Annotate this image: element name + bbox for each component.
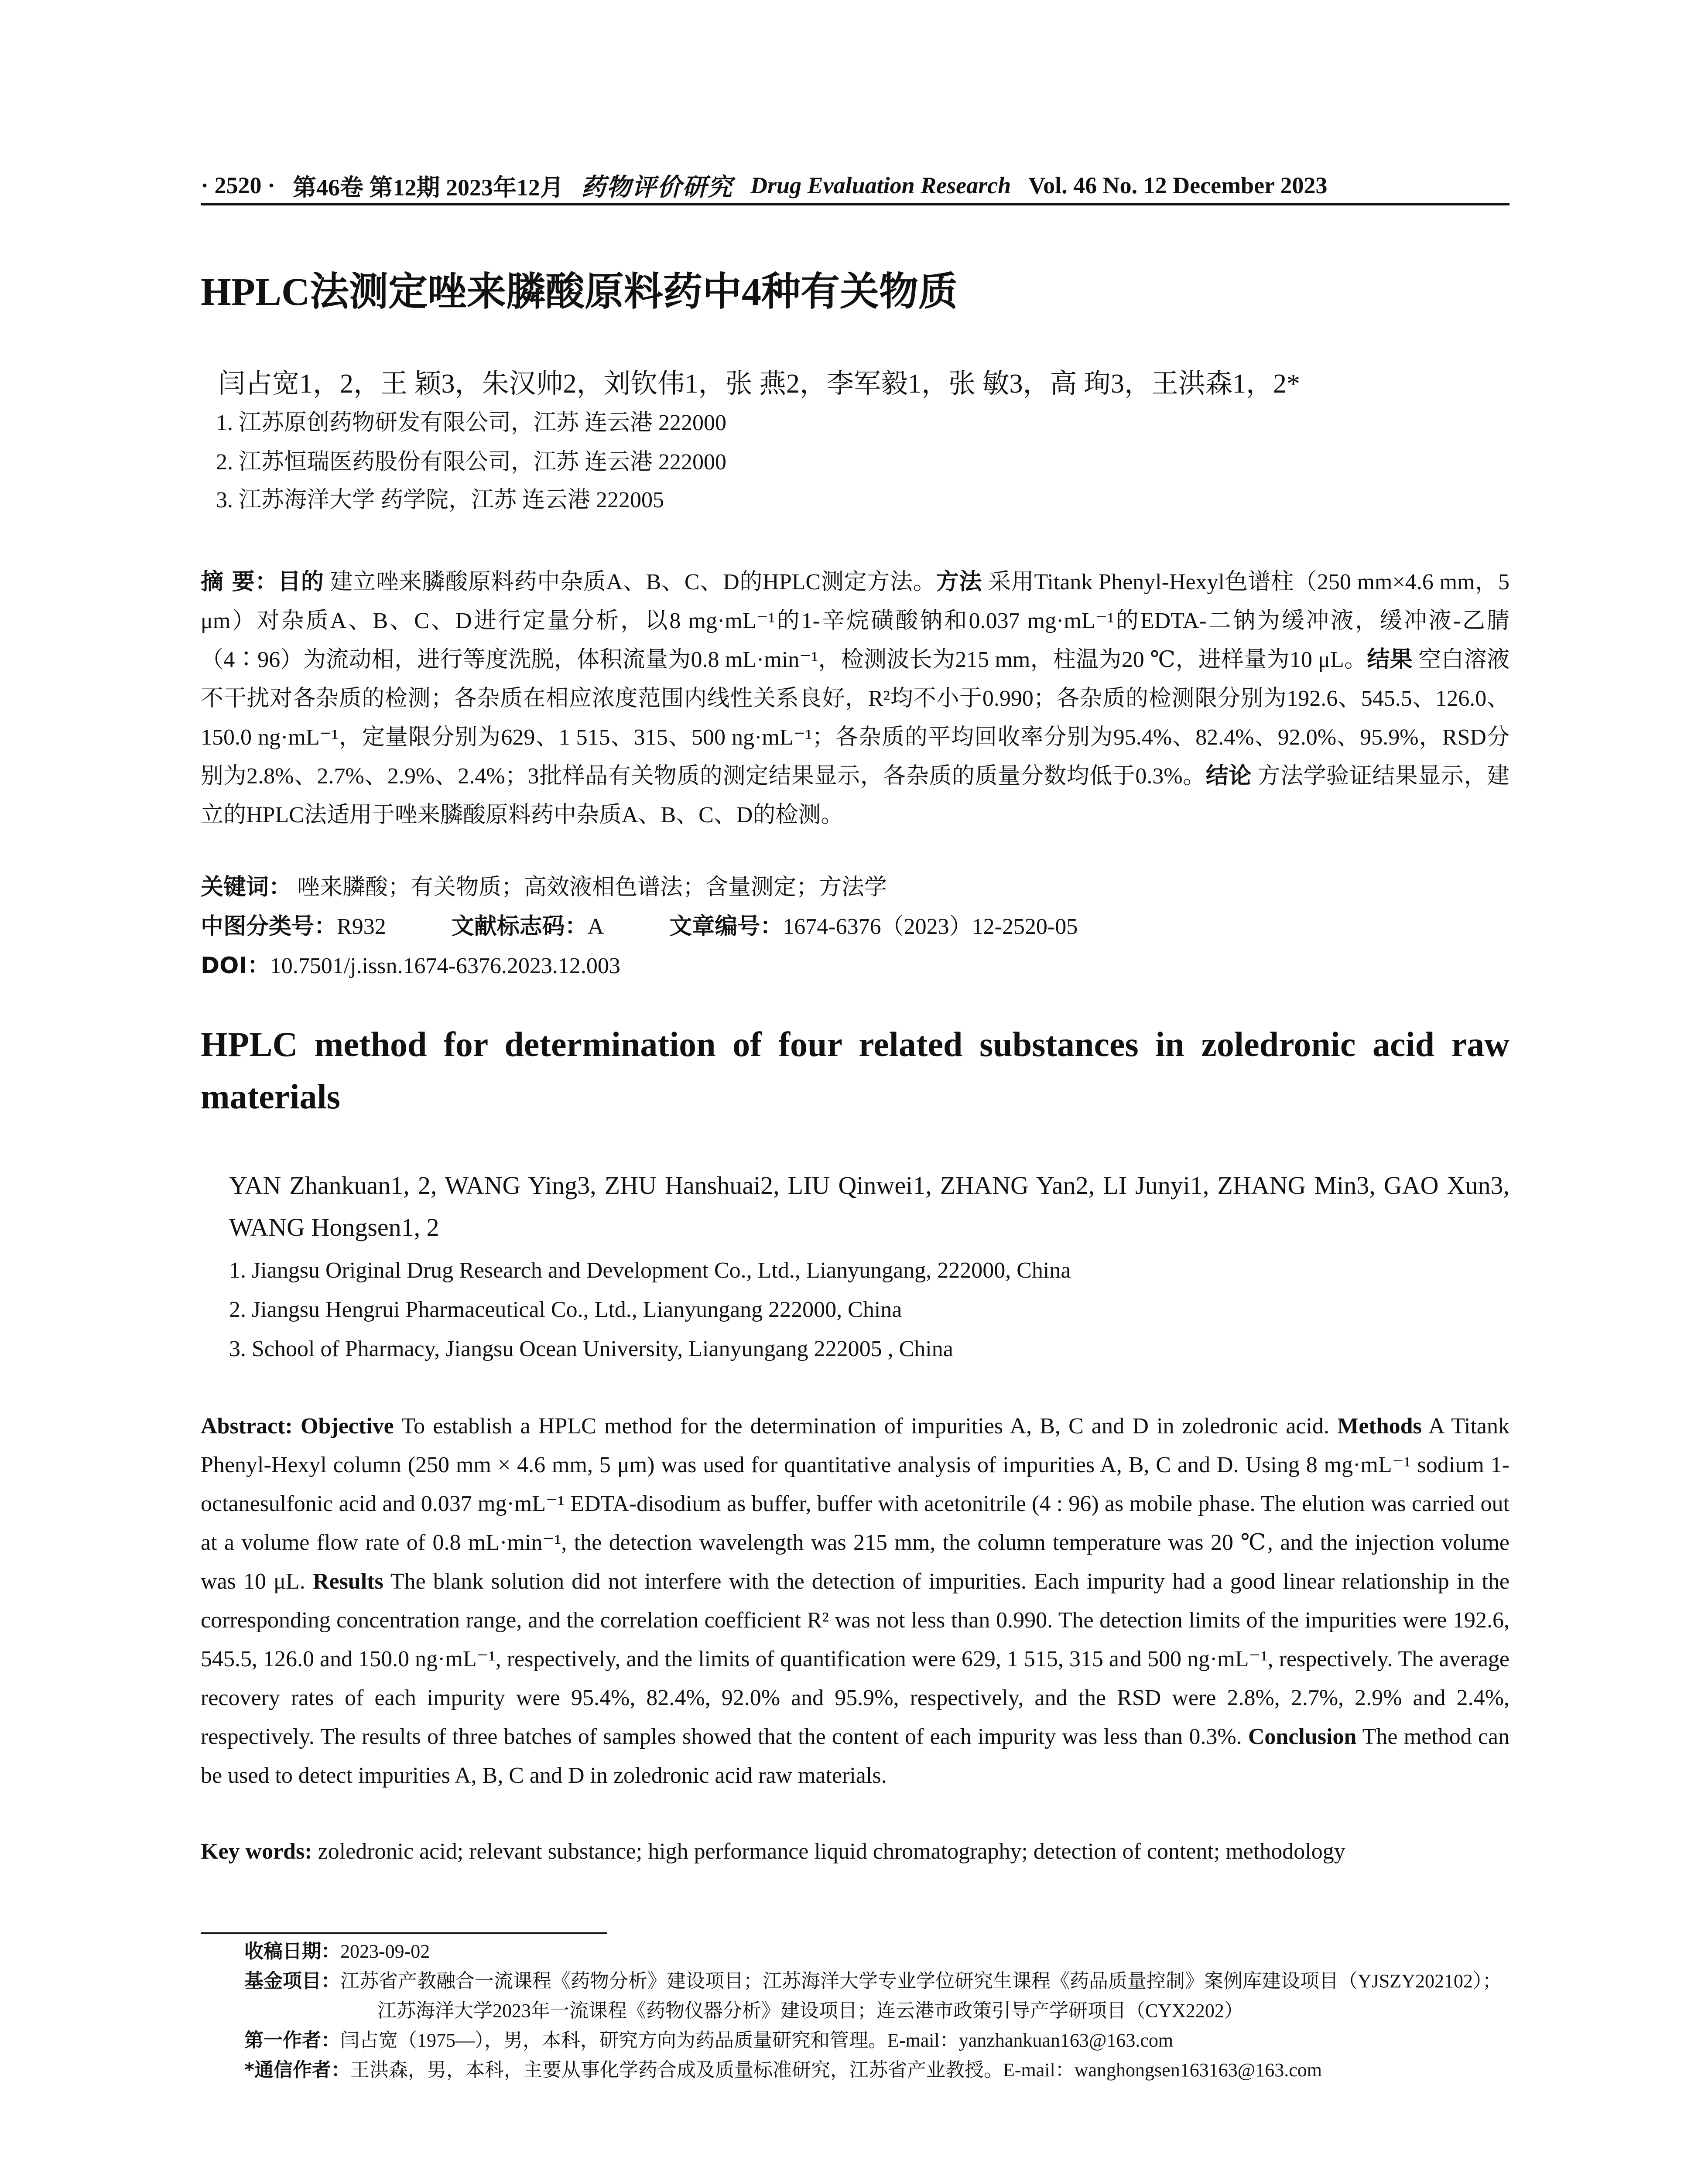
abstract-en-conclusion: The method can be used to detect impurities A, B, C and D in zoledronic acid raw materials. xyxy=(201,1724,1509,1788)
doi-line xyxy=(201,947,1509,985)
doi-value[interactable]: 10.7501/j.issn.1674-6376.2023.12.003 xyxy=(270,954,620,978)
footnote-corresponding xyxy=(201,2055,1509,2085)
article-no-label: 文章编号： xyxy=(669,913,783,940)
doc-code-label: 文献标志码： xyxy=(451,913,588,940)
corresponding-text: 王洪森，男，本科，主要从事化学药合成及质量标准研究，江苏省产业教授。E-mail：wanghongsen163163@163.com xyxy=(350,2059,1322,2081)
keywords-en xyxy=(201,1832,1509,1871)
footnote-rule xyxy=(201,1932,607,1934)
authors-cn: 闫占宽1，2，王 颖3，朱汉帅2，刘钦伟1，张 燕2，李军毅1，张 敏3，高 珣3，王洪森1，2* xyxy=(218,369,1301,399)
abstract-cn-methods: 采用Titank Phenyl-Hexyl色谱柱（250 mm×4.6 mm，5 μm）对杂质A、B、C、D进行定量分析，以8 mg·mL⁻¹的1-辛烷磺酸钠和0.037 mg·mL⁻¹的EDTA-二钠为缓冲液，缓冲液-乙腈（4∶96）为流动相，进行等度洗脱，体积流量为0.8 mL·min⁻¹，检测波长为215 mm，柱温为20 ℃，进样量为10 μL。 xyxy=(201,570,1509,672)
abstract-en-conclusion-label: Conclusion xyxy=(1248,1724,1357,1749)
abstract-en xyxy=(201,1407,1509,1795)
affiliation-en-2: 2. Jiangsu Hengrui Pharmaceutical Co., Ltd., Lianyungang 222000, China xyxy=(229,1297,902,1322)
fund-label: 基金项目： xyxy=(244,1970,340,1992)
classification-line xyxy=(201,907,1509,946)
volume-en: Vol. 46 No. 12 December 2023 xyxy=(1028,172,1328,198)
abstract-cn-label: 摘 要： xyxy=(201,569,278,595)
received-date: 2023-09-02 xyxy=(340,1941,430,1962)
footnote-fund xyxy=(201,1966,1509,2026)
abstract-en-methods-label: Methods xyxy=(1337,1414,1422,1439)
received-label: 收稿日期： xyxy=(244,1940,340,1962)
keywords-cn-label: 关键词： xyxy=(201,874,292,900)
authors-en: YAN Zhankuan1, 2, WANG Ying3, ZHU Hanshuai2, LIU Qinwei1, ZHANG Yan2, LI Junyi1, ZHANG Min3, GAO Xun3, WANG Hongsen1, 2 xyxy=(229,1171,1509,1241)
footnotes xyxy=(201,1937,1509,2085)
volume-cn: 第46卷 第12期 2023年12月 xyxy=(293,174,564,201)
clc-label: 中图分类号： xyxy=(201,913,337,940)
header-rule xyxy=(201,203,1509,205)
abstract-cn-results: 空白溶液不干扰对各杂质的检测；各杂质在相应浓度范围内线性关系良好，R²均不小于0.990；各杂质的检测限分别为192.6、545.5、126.0、150.0 ng·mL⁻¹，定量限分别为629、1 515、315、500 ng·mL⁻¹；各杂质的平均回收率分别为95.4%、82.4%、92.0%、95.9%，RSD分别为2.8%、2.7%、2.9%、2.4%；3批样品有关物质的测定结果显示，各杂质的质量分数均低于0.3%。 xyxy=(201,647,1509,789)
abstract-en-results: The blank solution did not interfere with the detection of impurities. Each impurity had a good linear relationship in the corresponding concentration range, and the correlation coefficient R² was not less than 0.990. The detection limits of the impurities were 192.6, 545.5, 126.0 and 150.0 ng·mL⁻¹, respectively, and the limits of quantification were 629, 1 515, 315 and 500 ng·mL⁻¹, respectively. The average recovery rates of each impurity were 95.4%, 82.4%, 92.0% and 95.9%, respectively, and the RSD were 2.8%, 2.7%, 2.9% and 2.4%, respectively. The results of three batches of samples showed that the content of each impurity was less than 0.3%. xyxy=(201,1569,1509,1749)
abstract-en-results-label: Results xyxy=(312,1569,383,1594)
first-author-label: 第一作者： xyxy=(244,2029,340,2051)
keywords-cn-text: 唑来膦酸；有关物质；高效液相色谱法；含量测定；方法学 xyxy=(297,875,887,900)
article-no-value: 1674-6376（2023）12-2520-05 xyxy=(783,914,1078,939)
abstract-en-methods: A Titank Phenyl-Hexyl column (250 mm × 4.6 mm, 5 μm) was used for quantitative analysis of impurities A, B, C and D. Using 8 mg·mL⁻¹ sodium 1-octanesulfonic acid and 0.037 mg·mL⁻¹ EDTA-disodium as buffer, buffer with acetonitrile (4 : 96) as mobile phase. The elution was carried out at a volume flow rate of 0.8 mL·min⁻¹, the detection wavelength was 215 mm, the column temperature was 20 ℃, and the injection volume was 10 μL. xyxy=(201,1414,1510,1594)
title-cn: HPLC法测定唑来膦酸原料药中4种有关物质 xyxy=(201,270,958,314)
title-en: HPLC method for determination of four related substances in zoledronic acid raw materials xyxy=(201,1026,1509,1116)
abstract-en-label: Abstract: xyxy=(201,1414,293,1439)
abstract-cn-objective: 建立唑来膦酸原料药中杂质A、B、C、D的HPLC测定方法。 xyxy=(330,570,936,595)
affiliation-cn-2: 2. 江苏恒瑞医药股份有限公司，江苏 连云港 222000 xyxy=(216,450,727,475)
affiliation-cn-3: 3. 江苏海洋大学 药学院，江苏 连云港 222005 xyxy=(216,488,664,513)
abstract-en-objective: To establish a HPLC method for the determination of impurities A, B, C and D in zoledronic acid. xyxy=(401,1414,1330,1439)
affiliation-en-3: 3. School of Pharmacy, Jiangsu Ocean University, Lianyungang 222005 , China xyxy=(229,1337,953,1361)
clc-value: R932 xyxy=(337,914,386,939)
page-number: · 2520 · xyxy=(201,172,276,198)
first-author-text: 闫占宽（1975—），男，本科，研究方向为药品质量研究和管理。E-mail：yanzhankuan163@163.com xyxy=(340,2030,1174,2051)
affiliation-en-1: 1. Jiangsu Original Drug Research and Development Co., Ltd., Lianyungang, 222000, China xyxy=(229,1258,1071,1283)
abstract-en-objective-label: Objective xyxy=(301,1414,394,1439)
abstract-cn-results-label: 结果 xyxy=(1367,646,1413,673)
doi-label: DOI： xyxy=(201,953,270,979)
keywords-en-label: Key words: xyxy=(201,1839,312,1864)
affiliation-cn-1: 1. 江苏原创药物研发有限公司，江苏 连云港 222000 xyxy=(216,410,727,435)
journal-name-en: Drug Evaluation Research xyxy=(750,172,1011,198)
doc-code-value: A xyxy=(587,914,604,939)
footnote-first-author xyxy=(201,2026,1509,2055)
journal-logo-cn: 药物评价研究 xyxy=(581,174,733,201)
keywords-en-text: zoledronic acid; relevant substance; high performance liquid chromatography; detection of content; methodology xyxy=(318,1839,1345,1864)
keywords-cn xyxy=(201,868,1509,907)
abstract-cn xyxy=(201,563,1509,834)
abstract-cn-conclusion-label: 结论 xyxy=(1205,763,1252,789)
fund-text: 江苏省产教融合一流课程《药物分析》建设项目；江苏海洋大学专业学位研究生课程《药品质量控制》案例库建设项目（YJSZY202102）；江苏海洋大学2023年一流课程《药物仪器分析》建设项目；连云港市政策引导产学研项目（CYX2202） xyxy=(340,1970,1502,2021)
abstract-cn-objective-label: 目的 xyxy=(278,569,324,595)
abstract-cn-methods-label: 方法 xyxy=(936,569,982,595)
abstract-cn-conclusion: 方法学验证结果显示，建立的HPLC法适用于唑来膦酸原料药中杂质A、B、C、D的检测。 xyxy=(201,764,1509,827)
footnote-received xyxy=(201,1937,1509,1966)
running-header xyxy=(201,168,1509,203)
corresponding-label: *通信作者： xyxy=(244,2059,351,2081)
